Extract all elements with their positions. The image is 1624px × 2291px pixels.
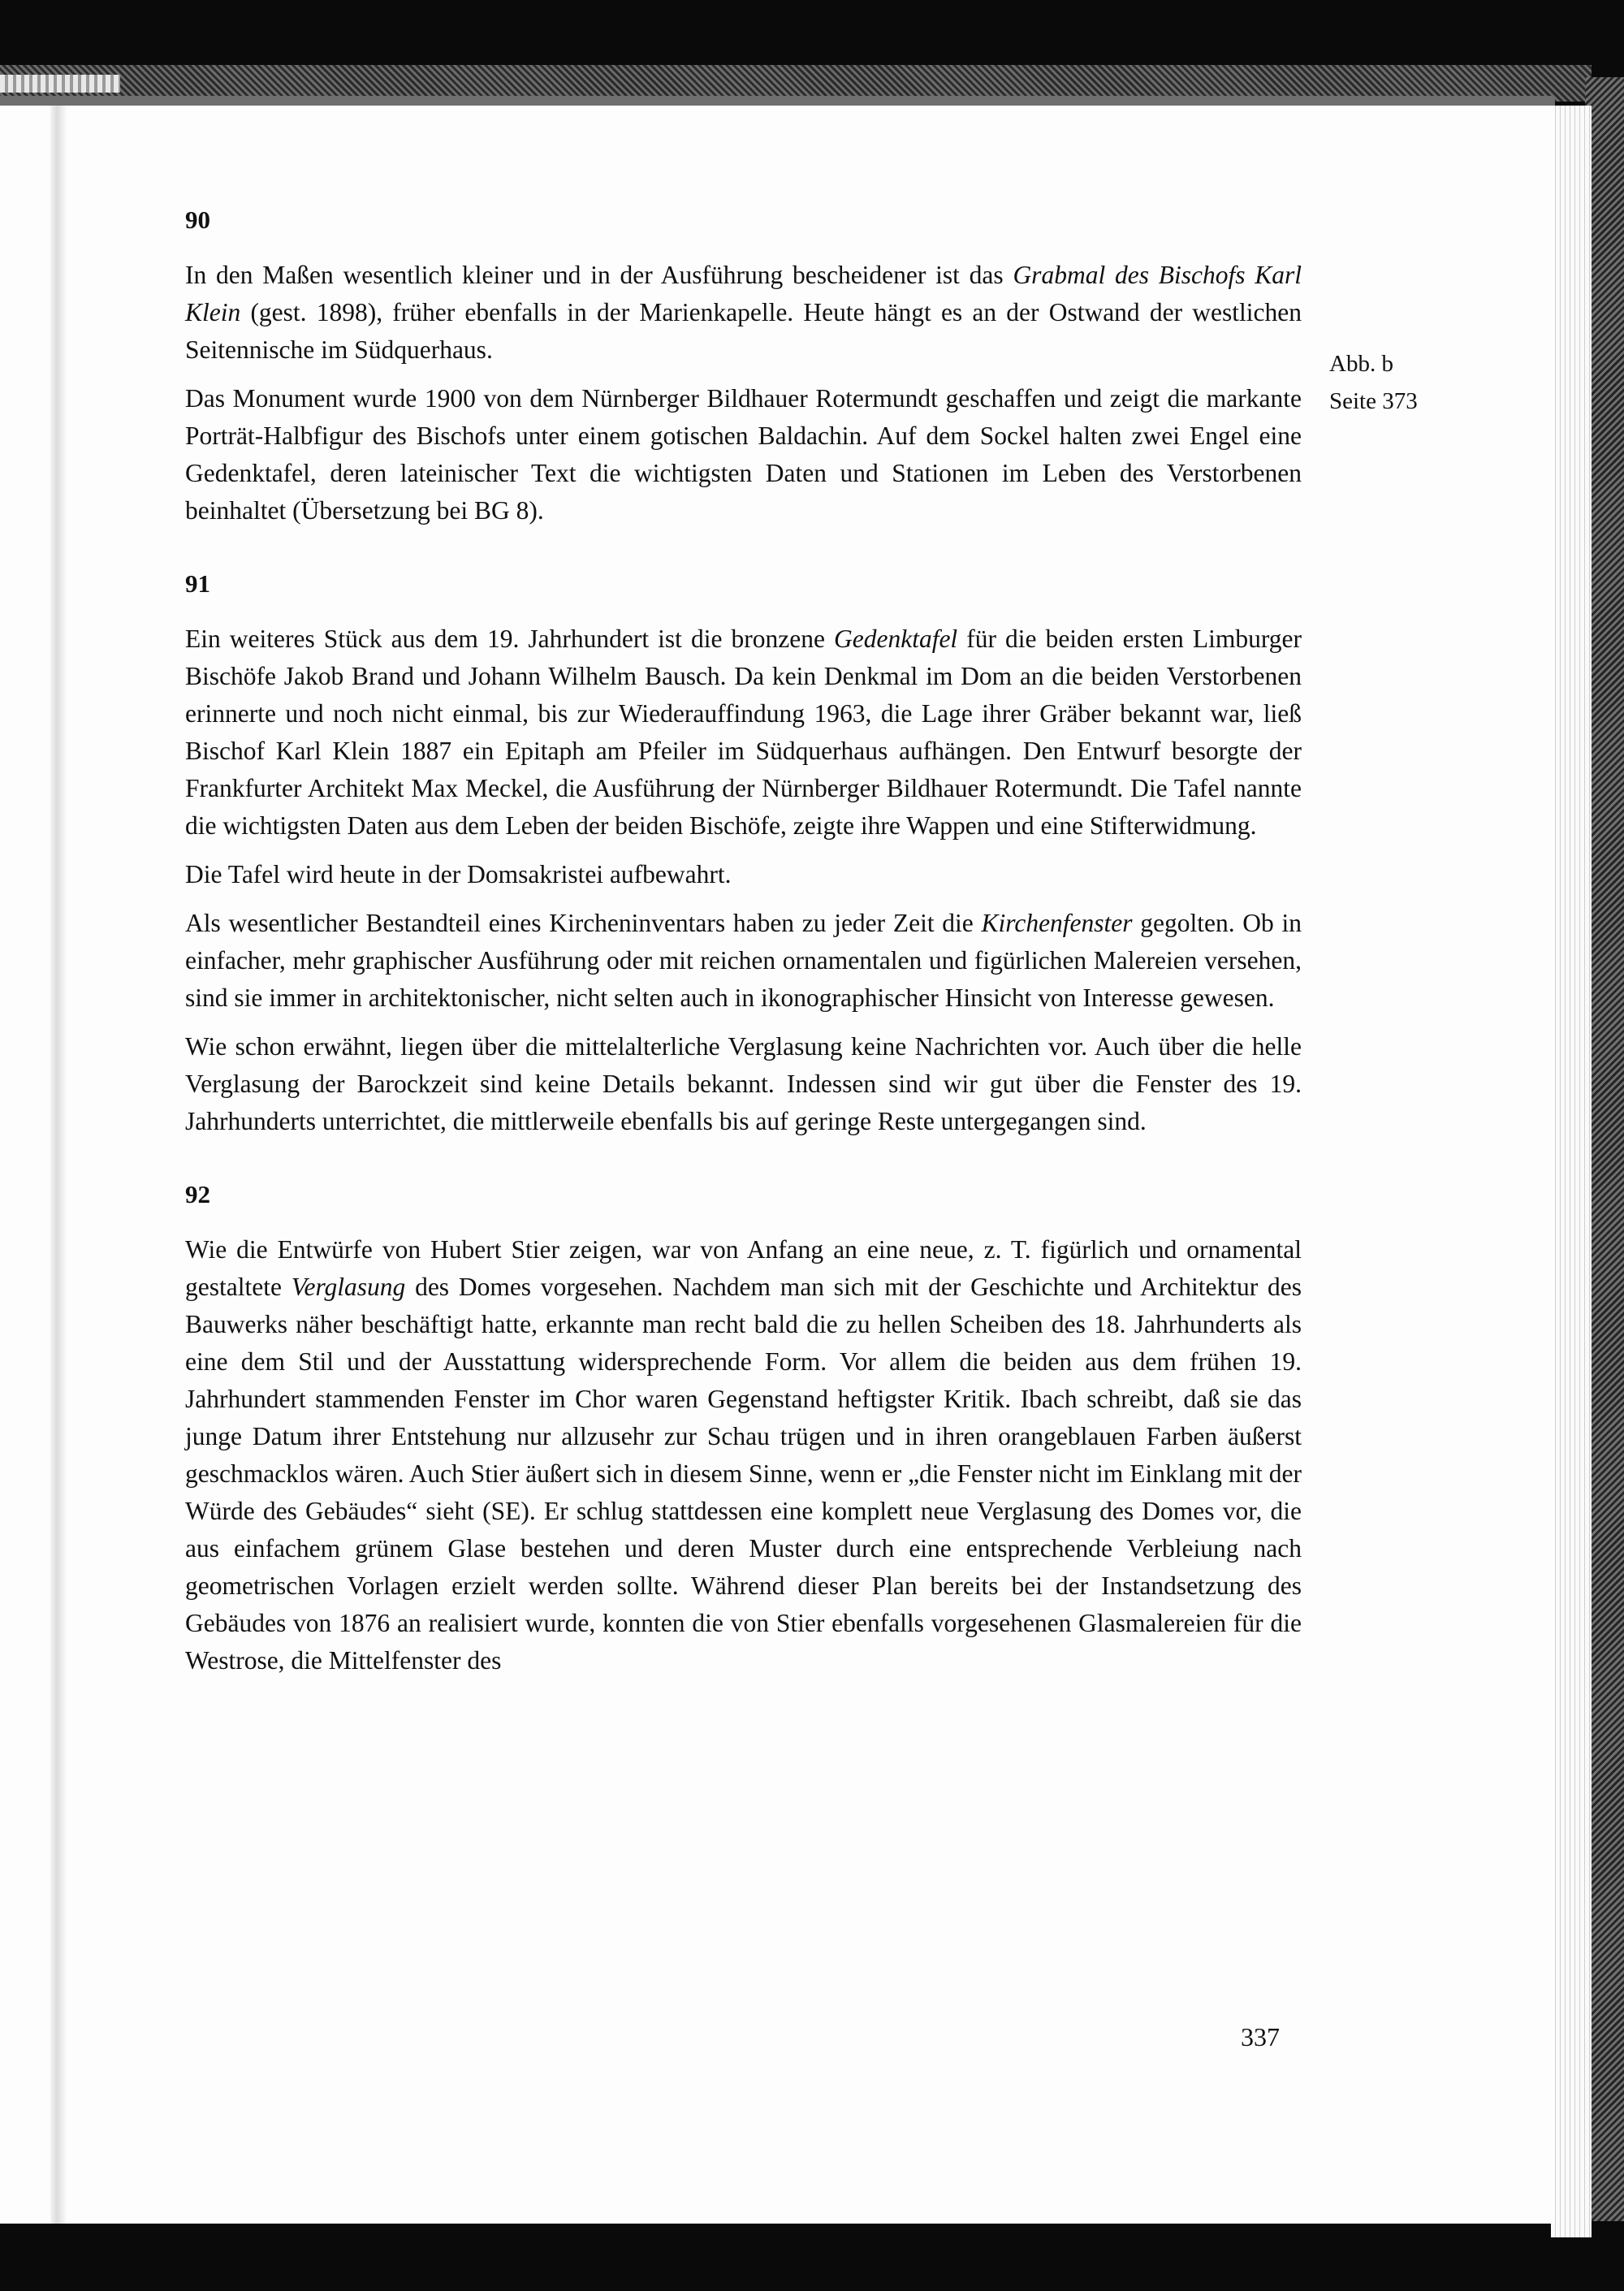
section-heading: 91	[185, 569, 210, 598]
paragraph: Wie schon erwähnt, liegen über die mittelalterliche Verglasung keine Nachrichten vor. Auch über die helle Verglasung der Barockzeit sind keine Details bekannt. Indessen sind wir gut über die Fenster des 19. Jahrhunderts unterrichtet, die mittlerweile ebenfalls bis auf geringe Reste untergegangen sind.	[185, 1032, 1302, 1135]
italic-term: Grabmal des Bischofs Karl Klein	[185, 261, 1302, 326]
bookmark-ribbon	[0, 75, 120, 93]
italic-term: Kirchenfenster	[981, 909, 1133, 937]
section-heading: 92	[185, 1180, 210, 1208]
margin-note-page: Seite 373	[1329, 388, 1418, 414]
italic-term: Gedenktafel	[834, 625, 958, 653]
paragraph: Als wesentlicher Bestandteil eines Kircheninventars haben zu jeder Zeit die Kirchenfenster gegolten. Ob in einfacher, mehr graphischer Ausführung oder mit reichen ornamentalen und figürlichen Malereien versehen, sind sie immer in architektonischer, nicht selten auch in ikonographischer Hinsicht von Interesse gewesen.	[185, 909, 1302, 1012]
paragraph: Wie die Entwürfe von Hubert Stier zeigen, war von Anfang an eine neue, z. T. figürlich und ornamental gestaltete Verglasung des Domes vorgesehen. Nachdem man sich mit der Geschichte und Architektur des Bauwerks näher beschäftigt hatte, erkannte man recht bald die zu hellen Scheiben des 18. Jahrhunderts als eine dem Stil und der Ausstattung widersprechende Form. Vor allem die beiden aus dem frühen 19. Jahrhundert stammenden Fenster im Chor waren Gegenstand heftigster Kritik. Ibach schreibt, daß sie das junge Datum ihrer Entstehung nur allzusehr zur Schau trügen und in ihren orangeblauen Farben äußerst geschmacklos wären. Auch Stier äußert sich in diesem Sinne, wenn er „die Fenster nicht im Einklang mit der Würde des Gebäudes“ sieht (SE). Er schlug stattdessen eine komplett neue Verglasung des Domes vor, die aus einfachem grünem Glase bestehen und deren Muster durch eine entsprechende Verbleiung nach geometrischen Vorlagen erzielt werden sollte. Während dieser Plan bereits bei der Instandsetzung des Gebäudes von 1876 an realisiert wurde, konnten die von Stier ebenfalls vorgesehenen Glasmalereien für die Westrose, die Mittelfenster des	[185, 1235, 1302, 1675]
paragraph: Das Monument wurde 1900 von dem Nürnberger Bildhauer Rotermundt geschaffen und zeigt die markante Porträt-Halbfigur des Bischofs unter einem gotischen Baldachin. Auf dem Sockel halten zwei Engel eine Gedenktafel, deren lateinischer Text die wichtigsten Daten und Stationen im Leben des Verstorbenen beinhaltet (Übersetzung bei BG 8).	[185, 384, 1302, 525]
section-heading: 90	[185, 205, 210, 234]
paragraph: In den Maßen wesentlich kleiner und in der Ausführung bescheidener ist das Grabmal des Bischofs Karl Klein (gest. 1898), früher ebenfalls in der Marienkapelle. Heute hängt es an der Ostwand der westlichen Seitennische im Südquerhaus.	[185, 261, 1302, 364]
section-90	[185, 201, 1302, 530]
section-91	[185, 565, 1302, 1140]
margin-note-figure-reference	[1329, 345, 1418, 420]
text-column	[185, 201, 1302, 1691]
section-92	[185, 1176, 1302, 1679]
margin-note-figure: Abb. b	[1329, 351, 1393, 377]
italic-term: Verglasung	[291, 1273, 406, 1301]
paragraph: Die Tafel wird heute in der Domsakristei aufbewahrt.	[185, 860, 732, 888]
page-number: 337	[1241, 2022, 1280, 2051]
page-gutter	[50, 106, 67, 2224]
page-stack-edges	[1551, 106, 1592, 2237]
paragraph: Ein weiteres Stück aus dem 19. Jahrhundert ist die bronzene Gedenktafel für die beiden ersten Limburger Bischöfe Jakob Brand und Johann Wilhelm Bausch. Da kein Denkmal im Dom an die beiden Verstorbenen erinnerte und noch nicht einmal, bis zur Wiederauffindung 1963, die Lage ihrer Gräber bekannt war, ließ Bischof Karl Klein 1887 ein Epitaph am Pfeiler im Südquerhaus aufhängen. Den Entwurf besorgte der Frankfurter Architekt Max Meckel, die Ausführung der Nürnberger Bildhauer Rotermundt. Die Tafel nannte die wichtigsten Daten aus dem Leben der beiden Bischöfe, zeigte ihre Wappen und eine Stifterwidmung.	[185, 625, 1302, 840]
